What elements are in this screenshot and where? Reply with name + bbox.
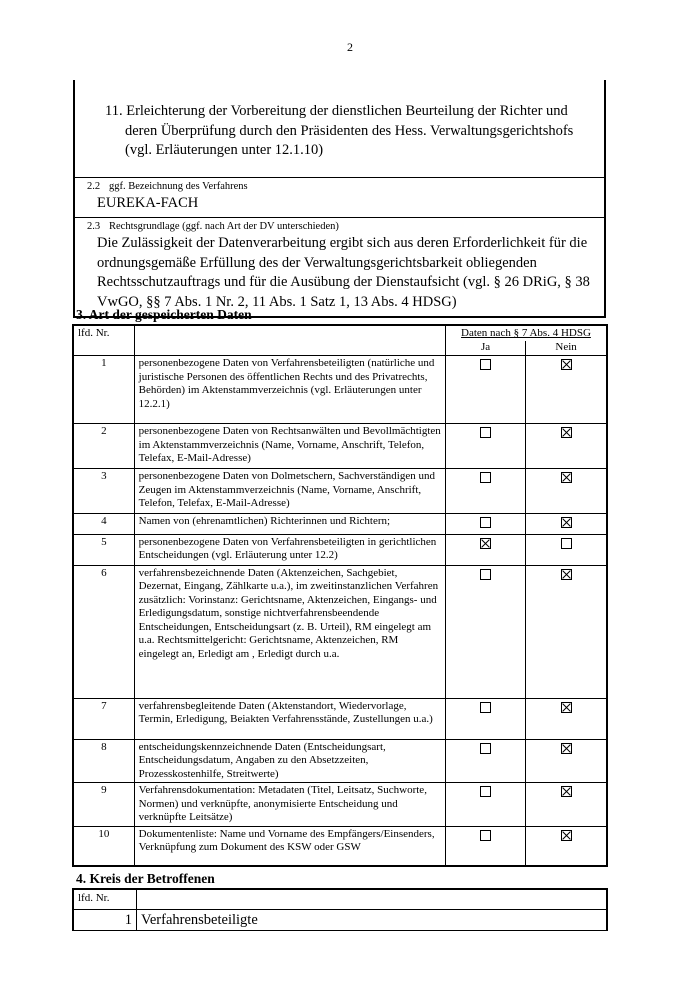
ja-cell (445, 698, 525, 739)
nein-cell (526, 739, 607, 783)
nein-checkbox-checked[interactable] (561, 517, 572, 528)
section-2-box (73, 80, 606, 318)
row-description: Verfahrensdokumentation: Metadaten (Titel, Leitsatz, Suchworte, Normen) und verknüpfte, anonymisierte Entscheidung und verknüpfte Leitsätze) (134, 783, 445, 827)
table-row (73, 514, 607, 535)
section-4-title: 4. Kreis der Betroffenen (76, 871, 215, 886)
table-header-row (73, 325, 607, 341)
header-hdsg: Daten nach § 7 Abs. 4 HDSG (445, 325, 607, 341)
section-3-title: 3. Art der gespeicherten Daten (76, 307, 252, 322)
header-desc (137, 889, 608, 910)
row-2-2-number: 2.2 (87, 180, 101, 192)
nein-checkbox-checked[interactable] (561, 359, 572, 370)
row-description: entscheidungskennzeichnende Daten (Entscheidungsart, Entscheidungsdatum, Angaben zu den Absetzzeiten, Prozesskostenhilfe, Streitwerte) (134, 739, 445, 783)
row-number: 9 (73, 783, 134, 827)
row-number: 3 (73, 469, 134, 514)
legal-basis-text: Die Zulässigkeit der Datenverarbeitung ergibt sich aus deren Erforderlichkeit für die ordnungsgemäße Erfüllung des der Verwaltungsgerichtsbarkeit obliegenden Rechtsschutzauftrags und für die Ausübung der Dienstaufsicht (vgl. § 26 DRiG, § 38 VwGO, §§ 7 Abs. 1 Nr. 2, 11 Abs. 1 Satz 1, 13 Abs. 4 HDSG) (97, 235, 590, 310)
table-row (73, 565, 607, 698)
table-row (73, 534, 607, 565)
ja-checkbox-checked[interactable] (480, 538, 491, 549)
row-description: Dokumentenliste: Name und Vorname des Empfängers/Einsenders, Verknüpfung zum Dokument des KSW oder GSW (134, 826, 445, 866)
row-number: 4 (73, 514, 134, 535)
row-number: 8 (73, 739, 134, 783)
row-2-3-label: Rechtsgrundlage (ggf. nach Art der DV unterschieden) (109, 221, 339, 232)
row-number: 10 (73, 826, 134, 866)
nein-cell (526, 565, 607, 698)
nein-checkbox-checked[interactable] (561, 702, 572, 713)
row-description: Namen von (ehrenamtlichen) Richterinnen und Richtern; (134, 514, 445, 535)
nein-cell (526, 826, 607, 866)
ja-checkbox[interactable] (480, 743, 491, 754)
nein-checkbox-checked[interactable] (561, 830, 572, 841)
table-row (73, 424, 607, 469)
table-row (73, 826, 607, 866)
row-description: verfahrensbezeichnende Daten (Aktenzeichen, Sachgebiet, Dezernat, Eingang, Zählkarte u.a.), im zweitinstanzlichen Verfahren zusätzlich: Vorinstanz: Gerichtsname, Aktenzeichen, Eingangs- und Erledigungsdatum, sonstige nichtverfahrensbeendende Entscheidungen, Entscheidungsart (z. B. Urteil), RM eingelegt am u.a. Rechtsmittelgericht: Gerichtsname, Aktenzeichen, RM eingelegt an, Erledigt am , Erledigt durch u.a. (134, 565, 445, 698)
row-description: personenbezogene Daten von Verfahrensbeteiligten (natürliche und juristische Personen des öffentlichen Rechts und des Privatrechts, Behörden) im Aktenstammverzeichnis (vgl. Erläuterungen unter 12.2.1) (134, 356, 445, 424)
table-row (73, 739, 607, 783)
ja-cell (445, 356, 525, 424)
purpose-item-11 (75, 80, 604, 178)
page-number: 2 (347, 40, 353, 54)
nein-checkbox-checked[interactable] (561, 472, 572, 483)
nein-checkbox-checked[interactable] (561, 743, 572, 754)
row-2-3 (75, 218, 604, 316)
ja-cell (445, 565, 525, 698)
nein-checkbox-checked[interactable] (561, 786, 572, 797)
table-row (73, 469, 607, 514)
nein-cell (526, 424, 607, 469)
row-number: 5 (73, 534, 134, 565)
header-nr: lfd. Nr. (73, 325, 134, 356)
row-number: 6 (73, 565, 134, 698)
row-number: 2 (73, 424, 134, 469)
header-nr: lfd. Nr. (73, 889, 137, 910)
table-header-row (73, 889, 607, 910)
ja-cell (445, 826, 525, 866)
nein-cell (526, 534, 607, 565)
affected-persons-table (72, 888, 608, 931)
table-row (73, 698, 607, 739)
row-2-2-label: ggf. Bezeichnung des Verfahrens (109, 180, 248, 192)
ja-cell (445, 534, 525, 565)
item-11-number: 11. (105, 103, 123, 119)
header-desc (134, 325, 445, 356)
ja-checkbox[interactable] (480, 702, 491, 713)
nein-cell (526, 356, 607, 424)
nein-cell (526, 469, 607, 514)
ja-checkbox[interactable] (480, 472, 491, 483)
ja-cell (445, 469, 525, 514)
row-number: 7 (73, 698, 134, 739)
ja-cell (445, 783, 525, 827)
header-nein: Nein (526, 341, 607, 356)
stored-data-table (72, 324, 608, 867)
row-description: personenbezogene Daten von Verfahrensbeteiligten in gerichtlichen Entscheidungen (vgl. Erläuterung unter 12.2) (134, 534, 445, 565)
nein-checkbox[interactable] (561, 538, 572, 549)
nein-checkbox-checked[interactable] (561, 427, 572, 438)
ja-checkbox[interactable] (480, 517, 491, 528)
header-ja: Ja (445, 341, 525, 356)
ja-checkbox[interactable] (480, 359, 491, 370)
table-row (73, 910, 607, 931)
row-description: verfahrensbegleitende Daten (Aktenstandort, Wiedervorlage, Termin, Erledigung, Beiakten Verfahrensstände, Zustellungen u.a.) (134, 698, 445, 739)
row-number: 1 (73, 910, 137, 931)
item-11-text: Erleichterung der Vorbereitung der dienstlichen Beurteilung der Richter und deren Überprüfung durch den Präsidenten des Hess. Verwaltungsgerichtshofs (vgl. Erläuterungen unter 12.1.10) (125, 103, 574, 158)
ja-cell (445, 514, 525, 535)
ja-cell (445, 739, 525, 783)
nein-cell (526, 514, 607, 535)
row-number: 1 (73, 356, 134, 424)
row-description: personenbezogene Daten von Dolmetschern, Sachverständigen und Zeugen im Aktenstammverzeichnis (Name, Vorname, Anschrift, Telefon, Telefax, E-Mail-Adresse) (134, 469, 445, 514)
table-row (73, 356, 607, 424)
row-description: Verfahrensbeteiligte (137, 910, 608, 931)
row-description: personenbezogene Daten von Rechtsanwälten und Bevollmächtigten im Aktenstammverzeichnis (Name, Vorname, Anschrift, Telefon, Telefax, E-Mail-Adresse) (134, 424, 445, 469)
ja-checkbox[interactable] (480, 786, 491, 797)
nein-cell (526, 698, 607, 739)
ja-checkbox[interactable] (480, 830, 491, 841)
ja-checkbox[interactable] (480, 427, 491, 438)
procedure-name: EUREKA-FACH (97, 194, 199, 211)
table-row (73, 783, 607, 827)
ja-checkbox[interactable] (480, 569, 491, 580)
nein-checkbox-checked[interactable] (561, 569, 572, 580)
row-2-3-number: 2.3 (87, 221, 101, 232)
nein-cell (526, 783, 607, 827)
row-2-2 (75, 178, 604, 219)
ja-cell (445, 424, 525, 469)
